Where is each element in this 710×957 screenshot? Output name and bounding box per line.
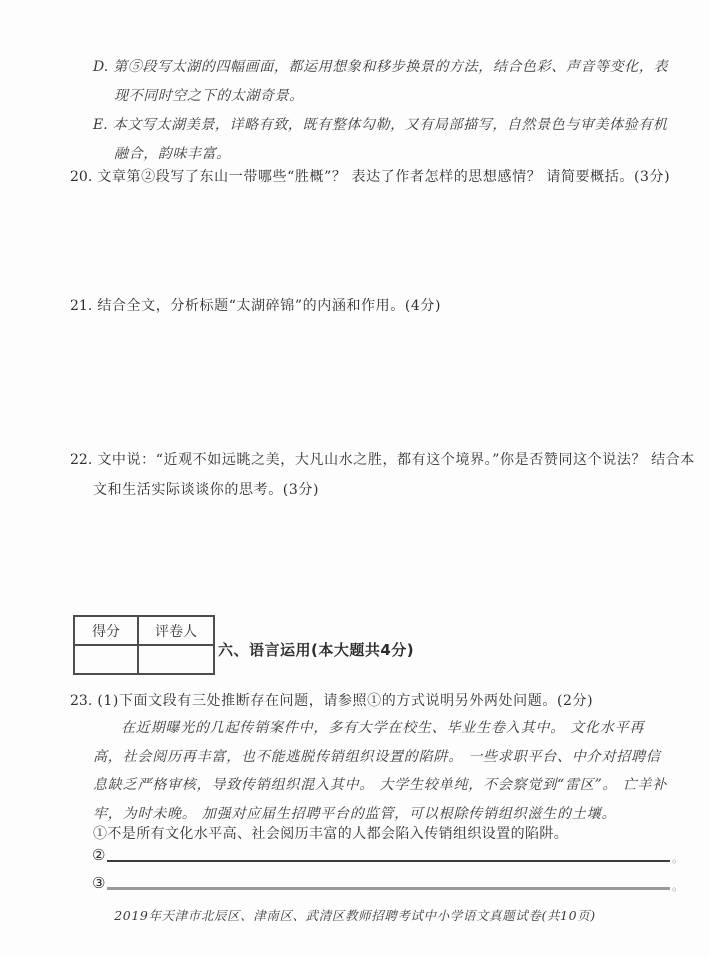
option-label-e: E. bbox=[93, 117, 108, 133]
option-label-d: D. bbox=[93, 59, 109, 75]
question-20-number: 20. bbox=[70, 169, 93, 185]
grader-cell-empty bbox=[138, 645, 214, 674]
answer-blank-3-period: 。 bbox=[671, 879, 684, 893]
question-22 bbox=[70, 445, 698, 505]
answer-blank-2 bbox=[92, 843, 684, 865]
question-23-prompt-text: (1)下面文段有三处推断存在问题，请参照①的方式说明另外两处问题。(2分) bbox=[97, 693, 594, 709]
question-23-prompt bbox=[70, 687, 698, 716]
score-cell-empty bbox=[74, 645, 138, 674]
score-table-header-score: 得分 bbox=[74, 616, 138, 645]
answer-options-block bbox=[93, 53, 675, 169]
question-22-number: 22. bbox=[70, 452, 93, 468]
answer-blank-2-underline bbox=[107, 860, 670, 862]
answer-blank-2-period: 。 bbox=[671, 851, 684, 865]
question-23-example-line: ①不是所有文化水平高、社会阅历丰富的人都会陷入传销组织设置的陷阱。 bbox=[93, 826, 569, 842]
question-23-number: 23. bbox=[70, 693, 93, 709]
score-table-header-grader: 评卷人 bbox=[138, 616, 214, 645]
question-22-text: 文中说：“近观不如远眺之美，大凡山水之胜，都有这个境界。”你是否赞同这个说法？ 结合本文和生活实际谈谈你的思考。(3分) bbox=[93, 452, 695, 498]
answer-blank-3-underline bbox=[107, 887, 670, 890]
answer-blank-3-label: ③ bbox=[92, 874, 106, 892]
question-20-text: 文章第②段写了东山一带哪些“胜概”？ 表达了作者怎样的思想感情？ 请简要概括。(3分) bbox=[97, 169, 671, 185]
option-text-d: 第⑤段写太湖的四幅画面，都运用想象和移步换景的方法，结合色彩、声音等变化，表现不同时空之下的太湖奇景。 bbox=[113, 59, 669, 104]
score-table bbox=[73, 615, 215, 675]
option-item-d bbox=[93, 53, 675, 111]
question-21-number: 21. bbox=[70, 298, 93, 314]
section-title: 六、语言运用(本大题共4分) bbox=[218, 641, 415, 659]
page-footer: 2019年天津市北辰区、津南区、武清区教师招聘考试中小学语文真题试卷(共10页) bbox=[114, 908, 596, 923]
question-20 bbox=[70, 163, 698, 192]
option-text-e: 本文写太湖美景，详略有致，既有整体勾勒，又有局部描写，自然景色与审美体验有机融合，韵味丰富。 bbox=[112, 117, 668, 162]
question-21 bbox=[70, 292, 698, 321]
option-item-e bbox=[93, 111, 675, 169]
question-21-text: 结合全文，分析标题“太湖碎锦”的内涵和作用。(4分) bbox=[97, 298, 442, 314]
answer-blank-3 bbox=[92, 871, 684, 893]
question-23-passage: 在近期曝光的几起传销案件中，多有大学在校生、毕业生卷入其中。 文化水平再高，社会阅历再丰富，也不能逃脱传销组织设置的陷阱。 一些求职平台、中介对招聘信息缺乏严格审核，导致传销组织混入其中。 大学生较单纯，不会察觉到“雷区”。 亡羊补牢，为时未晚。 加强对应届生招聘平台的监管，可以根除传销组织滋生的土壤。 bbox=[93, 720, 668, 822]
answer-blank-2-label: ② bbox=[92, 846, 106, 864]
